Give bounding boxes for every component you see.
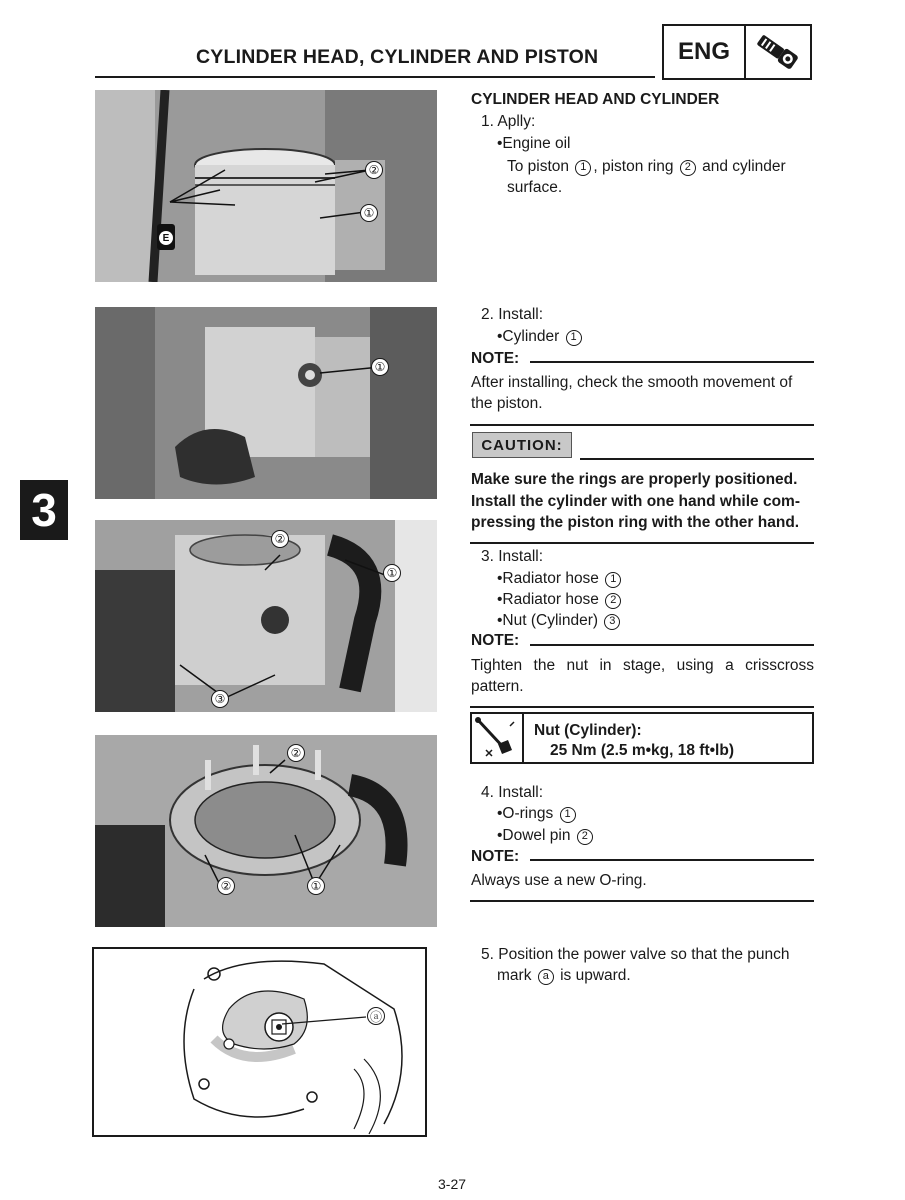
step4-item1: •O-rings 1 <box>497 803 578 824</box>
section-label: ENG <box>664 26 746 78</box>
callout-1: 1 <box>605 572 621 588</box>
caution-label: CAUTION: <box>472 432 572 458</box>
step3-note-label: NOTE: <box>471 632 520 649</box>
callout-2: ② <box>365 161 383 179</box>
caution-rule <box>580 458 814 460</box>
radiator-hose-photo <box>95 520 437 712</box>
step4-label: 4. Install: <box>481 784 544 801</box>
callout-1: ① <box>360 204 378 222</box>
step4-item2: •Dowel pin 2 <box>497 825 595 846</box>
step2-item: •Cylinder 1 <box>497 326 584 347</box>
callout-1: 1 <box>575 160 591 176</box>
note-rule <box>530 859 814 861</box>
step4-note-line1: Always use a new O-ring. <box>471 872 647 889</box>
torque-spec-box <box>470 712 814 764</box>
callout-2: 2 <box>680 160 696 176</box>
caution-end-rule <box>470 542 814 544</box>
step4-note-label: NOTE: <box>471 848 520 865</box>
torque-value: 25 Nm (2.5 m•kg, 18 ft•lb) <box>550 742 734 759</box>
callout-3: ③ <box>211 690 229 708</box>
page-number: 3-27 <box>438 1176 467 1192</box>
caution-line2: Install the cylinder with one hand while com- <box>471 493 800 510</box>
step5-line1: 5. Position the power valve so that the punch <box>481 946 790 963</box>
step1-label: 1. Aplly: <box>481 113 536 130</box>
chapter-tab: 3 <box>20 480 68 540</box>
callout-2: ② <box>217 877 235 895</box>
torque-name: Nut (Cylinder): <box>534 722 642 739</box>
section-heading: CYLINDER HEAD AND CYLINDER <box>471 91 720 108</box>
engine-oil-badge: E <box>159 231 173 245</box>
header-rule <box>95 76 655 78</box>
note-end-rule <box>470 424 814 426</box>
callout-1: 1 <box>566 330 582 346</box>
step2-label: 2. Install: <box>481 306 544 323</box>
step1-detail-line2: surface. <box>507 179 563 196</box>
torque-wrench-icon <box>472 714 524 762</box>
step2-note-label: NOTE: <box>471 350 520 367</box>
caution-line3: pressing the piston ring with the other hand. <box>471 514 800 531</box>
step3-item2: •Radiator hose 2 <box>497 589 623 610</box>
cylinder-install-photo <box>95 307 437 499</box>
step3-note-line1: Tighten the nut in stage, using a crisscross <box>471 657 814 674</box>
page-title: CYLINDER HEAD, CYLINDER AND PISTON <box>196 46 599 68</box>
callout-1: 1 <box>560 807 576 823</box>
note-end-rule <box>470 900 814 902</box>
step1-detail: To piston 1 , piston ring 2 and cylinder <box>507 158 786 175</box>
piston-photo <box>95 90 437 282</box>
step3-note-line2: pattern. <box>471 678 524 695</box>
step2-note-line1: After installing, check the smooth movement of <box>471 374 793 391</box>
callout-a: ⓐ <box>367 1007 385 1025</box>
note-rule <box>530 361 814 363</box>
callout-2: ② <box>287 744 305 762</box>
callout-2: ② <box>271 530 289 548</box>
step3-label: 3. Install: <box>481 548 544 565</box>
section-badge <box>662 24 812 80</box>
callout-3: 3 <box>604 614 620 630</box>
step3-item3: •Nut (Cylinder) 3 <box>497 610 622 631</box>
note-end-rule <box>470 706 814 708</box>
step3-item1: •Radiator hose 1 <box>497 568 623 589</box>
o-rings-photo <box>95 735 437 927</box>
callout-1: ① <box>307 877 325 895</box>
engine-wrench-icon <box>746 26 810 78</box>
callout-2: 2 <box>577 829 593 845</box>
step1-item: •Engine oil <box>497 135 571 152</box>
step2-note-line2: the piston. <box>471 395 543 412</box>
power-valve-diagram <box>92 947 427 1137</box>
callout-2: 2 <box>605 593 621 609</box>
callout-1: ① <box>383 564 401 582</box>
callout-a: a <box>538 969 554 985</box>
callout-1: ① <box>371 358 389 376</box>
caution-line1: Make sure the rings are properly positioned. <box>471 471 798 488</box>
note-rule <box>530 644 814 646</box>
step5-line2: mark a is upward. <box>497 967 631 984</box>
